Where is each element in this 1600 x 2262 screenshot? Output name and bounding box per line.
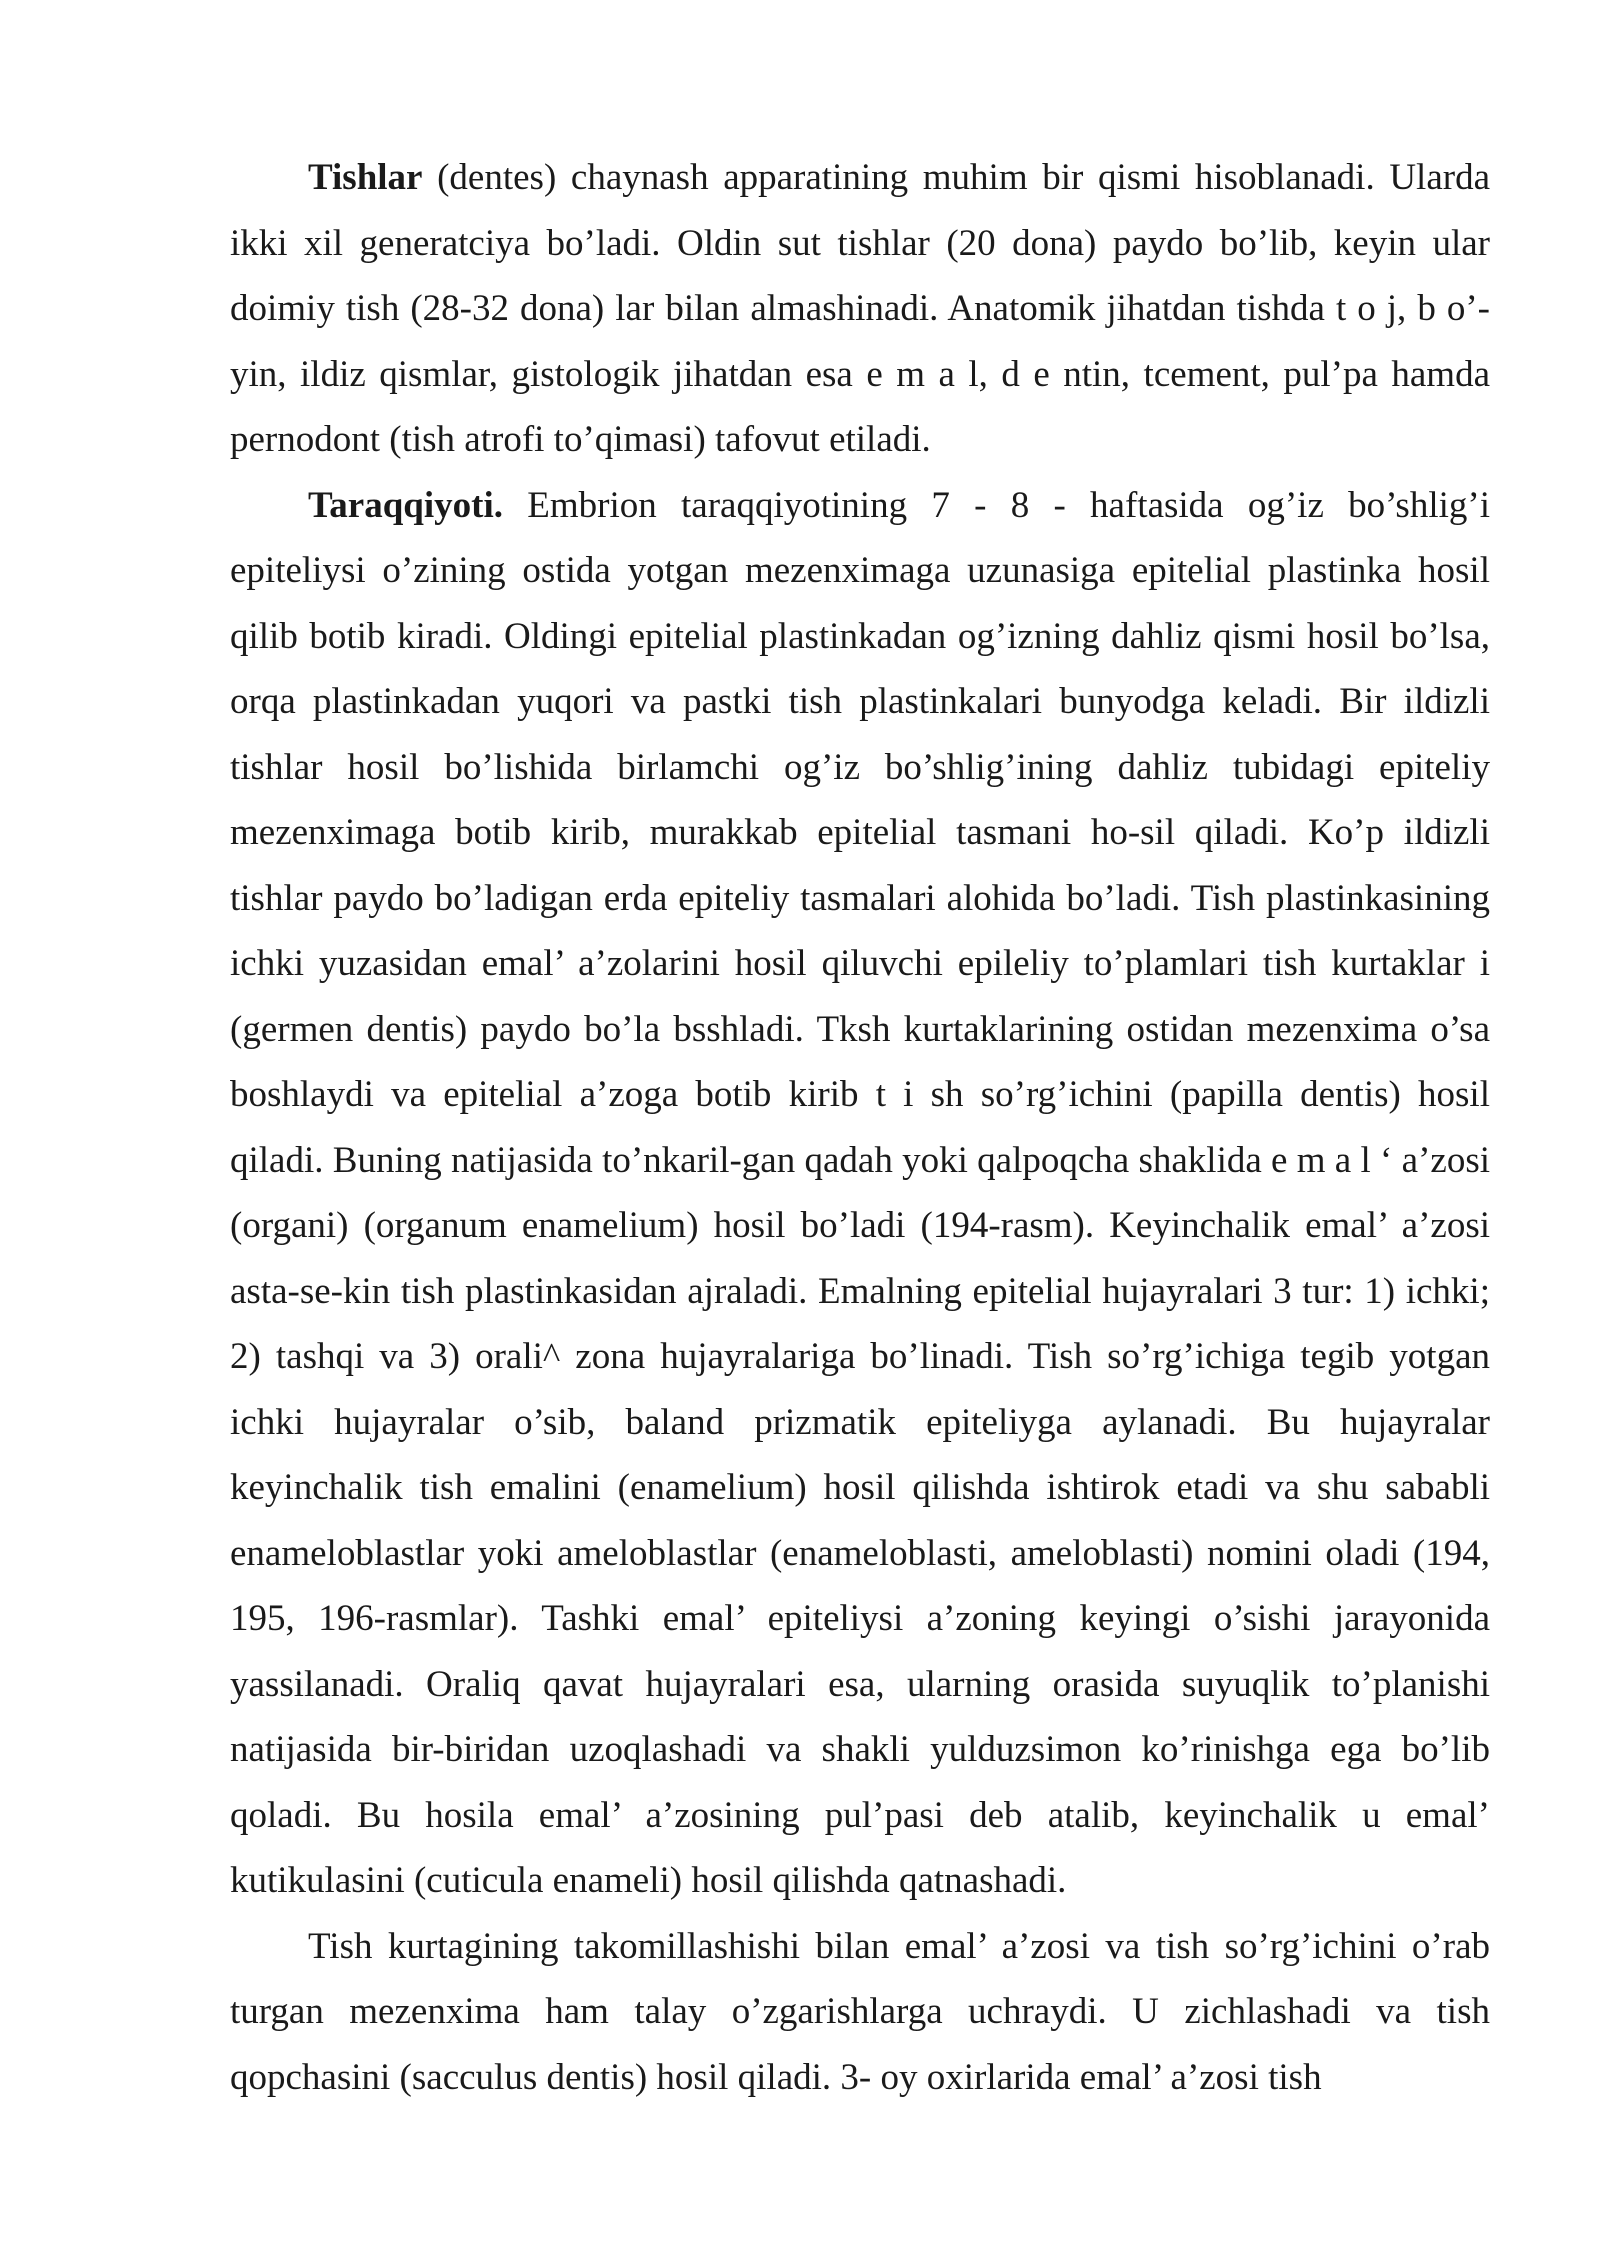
paragraph-tishlar <box>230 145 1490 473</box>
term-taraqqiyoti: Taraqqiyoti. <box>308 484 503 526</box>
paragraph-taraqqiyoti <box>230 473 1490 1914</box>
document-page <box>230 145 1490 2110</box>
paragraph-text: Tish kurtagining takomillashishi bilan emal’ a’zosi va tish so’rg’ichini o’rab turgan mezenxima ham talay o’zgarishlarga uchraydi. U zichlashadi va tish qopchasini (sacculus dentis) hosil qiladi. 3- oy oxirlarida emal’ a’zosi tish <box>230 1925 1490 2098</box>
paragraph-text: (dentes) chaynash apparatining muhim bir qismi hisoblanadi. Ularda ikki xil generatciya bo’ladi. Oldin sut tishlar (20 dona) paydo bo’lib, keyin ular doimiy tish (28-32 dona) lar bilan almashinadi. Anatomik jihatdan tishda t o j, b o’-yin, ildiz qismlar, gistologik jihatdan esa e m a l, d e ntin, tcement, pul’pa hamda pernodont (tish atrofi to’qimasi) tafovut etiladi. <box>230 157 1490 460</box>
paragraph-tish-kurtagi <box>230 1914 1490 2111</box>
term-tishlar: Tishlar <box>308 157 423 198</box>
paragraph-text: Embrion taraqqiyotining 7 - 8 - haftasida og’iz bo’shlig’i epiteliysi o’zining ostida yotgan mezenximaga uzunasiga epitelial plastinka hosil qilib botib kiradi. Oldingi epitelial plastinkadan og’izning dahliz qismi hosil bo’lsa, orqa plastinkadan yuqori va pastki tish plastinkalari bunyodga keladi. Bir ildizli tishlar hosil bo’lishida birlamchi og’iz bo’shlig’ining dahliz tubidagi epiteliy mezenximaga botib kirib, murakkab epitelial tasmani ho-sil qiladi. Ko’p ildizli tishlar paydo bo’ladigan erda epiteliy tasmalari alohida bo’ladi. Tish plastinkasining ichki yuzasidan emal’ a’zolarini hosil qiluvchi epileliy to’plamlari tish kurtaklar i (germen dentis) paydo bo’la bsshladi. Tksh kurtaklarining ostidan mezenxima o’sa boshlaydi va epitelial a’zoga botib kirib t i sh so’rg’ichini (papilla dentis) hosil qiladi. Buning natijasida to’nkaril-gan qadah yoki qalpoqcha shaklida e m a l ‘ a’zosi (organi) (organum enamelium) hosil bo’ladi (194-rasm). Keyinchalik emal’ a’zosi asta-se-kin tish plastinkasidan ajraladi. Emalning epitelial hujayralari 3 tur: 1) ichki; 2) tashqi va 3) orali^ zona hujayralariga bo’linadi. Tish so’rg’ichiga tegib yotgan ichki hujayralar o’sib, baland prizmatik epiteliyga aylanadi. Bu hujayralar keyinchalik tish emalini (enamelium) hosil qilishda ishtirok etadi va shu sababli enameloblastlar yoki ameloblastlar (enameloblasti, ameloblasti) nomini oladi (194, 195, 196-rasmlar). Tashki emal’ epiteliysi a’zoning keyingi o’sishi jarayonida yassilanadi. Oraliq qavat hujayralari esa, ularning orasida suyuqlik to’planishi natijasida bir-biridan uzoqlashadi va shakli yulduzsimon ko’rinishga ega bo’lib qoladi. Bu hosila emal’ a’zosining pul’pasi deb atalib, keyinchalik u emal’ kutikulasini (cuticula enameli) hosil qilishda qatnashadi. <box>230 484 1490 1901</box>
